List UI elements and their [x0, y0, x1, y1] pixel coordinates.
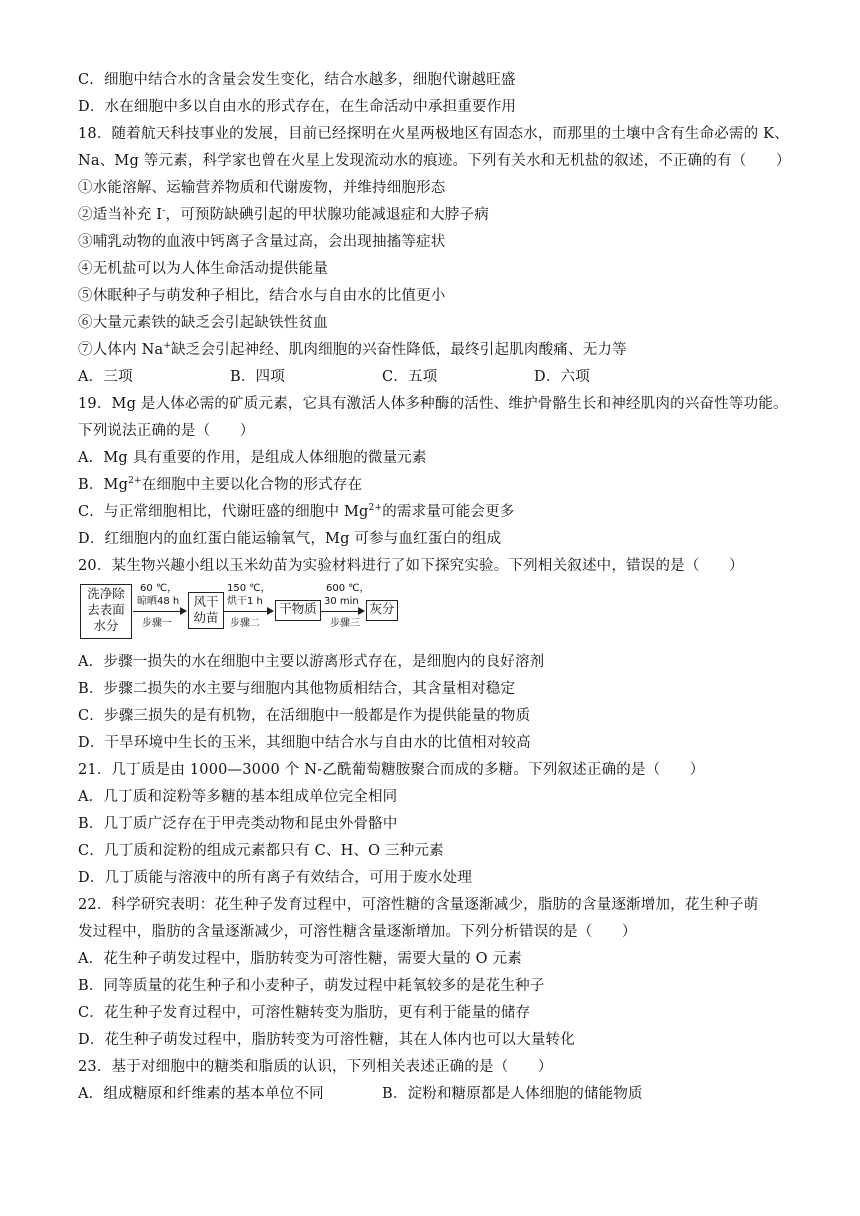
q23-options-row — [78, 1084, 643, 1104]
box-text: 去表面 — [87, 602, 125, 617]
q22-stem-line2: 发过程中，脂肪的含量逐渐减少，可溶性糖含量逐渐增加。下列分析错误的是（ ） — [78, 924, 637, 940]
flow-box-seedling — [188, 592, 224, 629]
step1-label: 步骤一 — [142, 618, 172, 629]
q18-statement-2 — [78, 205, 489, 225]
q22-option-b: B．同等质量的花生种子和小麦种子，萌发过程中耗氧较多的是花生种子 — [78, 978, 545, 994]
q18-statement-7 — [78, 340, 627, 360]
q18-stem-line1: 18．随着航天科技事业的发展，目前已经探明在火星两极地区有固态水，而那里的土壤中含有生命必需的 K、 — [78, 126, 789, 142]
q22-option-d: D．花生种子萌发过程中，脂肪转变为可溶性糖，其在人体内也可以大量转化 — [78, 1032, 575, 1048]
step2-condition-temp: 150 ℃， — [227, 583, 271, 594]
option-text: 在细胞中主要以化合物的形式存在 — [141, 477, 363, 493]
statement-text: 缺乏会引起神经、肌肉细胞的兴奋性降低，最终引起肌肉酸痛、无力等 — [171, 342, 627, 358]
q20-option-b: B．步骤二损失的水主要与细胞内其他物质相结合，其含量相对稳定 — [78, 681, 516, 697]
q20-stem: 20．某生物兴趣小组以玉米幼苗为实验材料进行了如下探究实验。下列相关叙述中，错误的是（ ） — [78, 558, 744, 574]
option-text: C．与正常细胞相比，代谢旺盛的细胞中 Mg — [78, 504, 369, 520]
q19-stem-line2: 下列说法正确的是（ ） — [78, 423, 255, 439]
step2-condition-time: 烘干1 h — [227, 596, 263, 607]
flow-box-wash — [80, 584, 132, 639]
experiment-flowchart — [80, 580, 400, 644]
flow-box-dry-matter: 干物质 — [275, 600, 321, 621]
q21-option-d: D．几丁质能与溶液中的所有离子有效结合，可用于废水处理 — [78, 870, 473, 886]
q17-option-d: D．水在细胞中多以自由水的形式存在，在生命活动中承担重要作用 — [78, 99, 517, 115]
q22-stem-line1: 22．科学研究表明：花生种子发育过程中，可溶性糖的含量逐渐减少，脂肪的含量逐渐增加，花生种子萌 — [78, 897, 759, 913]
q19-option-b — [78, 475, 362, 495]
q20-option-a: A．步骤一损失的水在细胞中主要以游离形式存在，是细胞内的良好溶剂 — [78, 654, 545, 670]
superscript: 2+ — [368, 503, 383, 514]
step3-label: 步骤三 — [330, 618, 360, 629]
q19-option-d: D．红细胞内的血红蛋白能运输氧气，Mg 可参与血红蛋白的组成 — [78, 531, 502, 547]
step1-condition-time: 晾晒48 h — [137, 596, 180, 607]
q18-option-a: A．三项 — [78, 369, 133, 385]
q18-statement-1: ①水能溶解、运输营养物质和代谢废物，并维持细胞形态 — [78, 180, 446, 196]
box-text: 风干 — [193, 594, 219, 609]
superscript: + — [163, 341, 172, 352]
step1-condition-temp: 60 ℃， — [140, 583, 178, 594]
q18-statement-6: ⑥大量元素铁的缺乏会引起缺铁性贫血 — [78, 315, 328, 331]
q21-stem: 21．几丁质是由 1000—3000 个 N-乙酰葡萄糖胺聚合而成的多糖。下列叙述正确的是（ ） — [78, 762, 705, 778]
box-text: 洗净除 — [87, 586, 125, 601]
q21-option-c: C．几丁质和淀粉的组成元素都只有 C、H、O 三种元素 — [78, 843, 444, 859]
q23-option-b: B．淀粉和糖原都是人体细胞的储能物质 — [382, 1086, 643, 1102]
q21-option-a: A．几丁质和淀粉等多糖的基本组成单位完全相同 — [78, 789, 398, 805]
option-text: B．Mg — [78, 477, 129, 493]
q22-option-c: C．花生种子发育过程中，可溶性糖转变为脂肪，更有利于能量的储存 — [78, 1005, 531, 1021]
q18-statement-4: ④无机盐可以为人体生命活动提供能量 — [78, 261, 328, 277]
flow-box-ash: 灰分 — [366, 600, 398, 621]
box-text: 幼苗 — [193, 610, 219, 625]
q22-option-a: A．花生种子萌发过程中，脂肪转变为可溶性糖，需要大量的 O 元素 — [78, 951, 522, 967]
step3-arrow — [321, 611, 363, 612]
superscript: - — [162, 206, 166, 217]
q19-option-c — [78, 502, 515, 522]
statement-text: ，可预防缺碘引起的甲状腺功能减退症和大脖子病 — [165, 207, 489, 223]
box-text: 水分 — [93, 618, 119, 633]
q18-option-d: D．六项 — [534, 369, 590, 385]
step3-condition-time: 30 min — [324, 596, 359, 607]
statement-text: ②适当补充 I — [78, 207, 163, 223]
q18-option-b: B．四项 — [230, 369, 285, 385]
step2-arrow — [224, 611, 272, 612]
q19-option-a: A．Mg 具有重要的作用，是组成人体细胞的微量元素 — [78, 450, 427, 466]
q18-statement-3: ③哺乳动物的血液中钙离子含量过高，会出现抽搐等症状 — [78, 234, 446, 250]
q21-option-b: B．几丁质广泛存在于甲壳类动物和昆虫外骨骼中 — [78, 816, 398, 832]
step2-label: 步骤二 — [230, 618, 260, 629]
q23-stem: 23．基于对细胞中的糖类和脂质的认识，下列相关表述正确的是（ ） — [78, 1059, 553, 1075]
q20-option-d: D．干旱环境中生长的玉米，其细胞中结合水与自由水的比值相对较高 — [78, 735, 531, 751]
step1-arrow — [133, 611, 185, 612]
q20-option-c: C．步骤三损失的是有机物，在活细胞中一般都是作为提供能量的物质 — [78, 708, 531, 724]
option-text: 的需求量可能会更多 — [382, 504, 515, 520]
q17-option-c: C．细胞中结合水的含量会发生变化，结合水越多，细胞代谢越旺盛 — [78, 72, 516, 88]
q18-option-c: C．五项 — [382, 369, 438, 385]
q18-options — [78, 367, 590, 387]
q18-stem-line2: Na、Mg 等元素，科学家也曾在火星上发现流动水的痕迹。下列有关水和无机盐的叙述，不正确的有（ ） — [78, 153, 791, 169]
q19-stem-line1: 19．Mg 是人体必需的矿质元素，它具有激活人体多种酶的活性、维护骨骼生长和神经肌肉的兴奋性等功能。 — [78, 396, 788, 412]
superscript: 2+ — [128, 476, 142, 487]
q18-statement-5: ⑤休眠种子与萌发种子相比，结合水与自由水的比值更小 — [78, 288, 446, 304]
step3-condition-temp: 600 ℃， — [326, 583, 370, 594]
statement-text: ⑦人体内 Na — [78, 342, 164, 358]
q23-option-a: A．组成糖原和纤维素的基本单位不同 — [78, 1086, 324, 1102]
